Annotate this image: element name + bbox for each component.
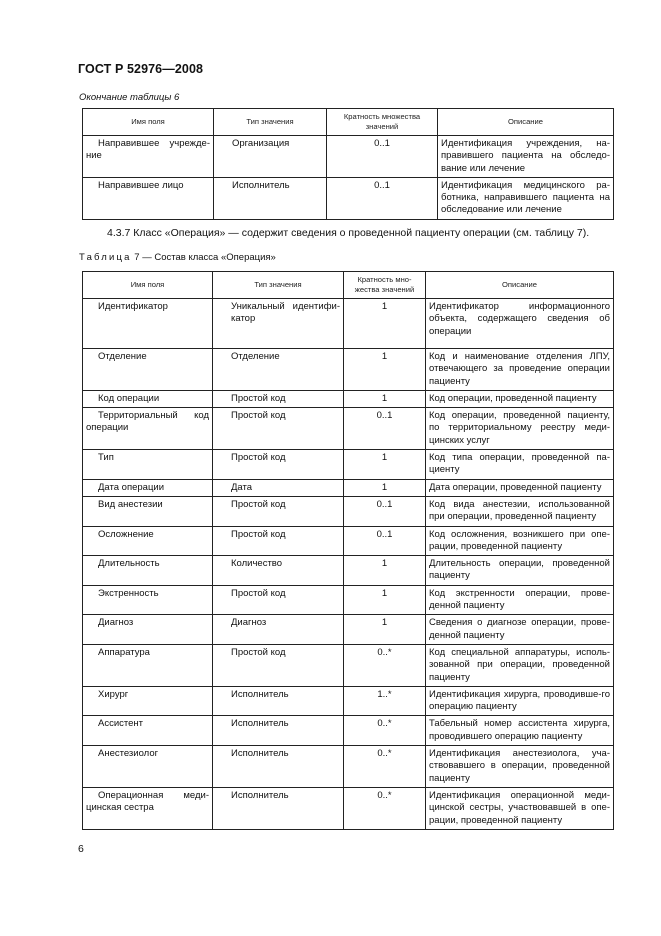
multiplicity-cell: 0..1 [344,408,426,450]
table-header-row [83,109,614,136]
table-row [83,299,614,349]
value-type-cell: Исполнитель [213,716,344,746]
table-row [83,526,614,556]
field-name-cell: Код операции [83,390,213,407]
description-cell: Идентификация анестезиолога, уча-ствовавшего в операции, проведенной пациенту [426,746,614,788]
multiplicity-cell: 1 [344,556,426,586]
table-row [83,496,614,526]
multiplicity-cell: 1 [344,615,426,645]
table-7 [82,271,614,830]
field-name-cell: Территориальный код операции [83,408,213,450]
table-row [83,615,614,645]
multiplicity-cell: 1 [344,299,426,349]
multiplicity-cell: 0..1 [327,177,438,219]
description-cell: Код осложнения, возникшего при опе-рации, проведенной пациенту [426,526,614,556]
description-cell: Код вида анестезии, использованной при операции, проведенной пациенту [426,496,614,526]
table-6-continuation [82,108,614,220]
description-cell: Код операции, проведенной пациенту, по территориальному реестру меди-цинских услуг [426,408,614,450]
value-type-cell: Простой код [213,496,344,526]
field-name-cell: Направившее лицо [83,177,214,219]
field-name-cell: Ассистент [83,716,213,746]
description-cell: Дата операции, проведенной пациенту [426,479,614,496]
column-header: Описание [438,109,614,136]
column-header: Кратность множества значений [327,109,438,136]
multiplicity-cell: 1 [344,390,426,407]
field-name-cell: Тип [83,450,213,480]
multiplicity-cell: 0..* [344,644,426,686]
field-name-cell: Направившее учрежде-ние [83,136,214,178]
value-type-cell: Исполнитель [213,686,344,716]
description-cell: Код операции, проведенной пациенту [426,390,614,407]
value-type-cell: Исполнитель [213,746,344,788]
field-name-cell: Дата операции [83,479,213,496]
description-cell: Идентификатор информационного объекта, содержащего сведения об операции [426,299,614,349]
multiplicity-cell: 0..1 [327,136,438,178]
field-name-cell: Аппаратура [83,644,213,686]
value-type-cell: Исполнитель [214,177,327,219]
table-row [83,408,614,450]
description-cell: Идентификация хирурга, проводивше-го операцию пациенту [426,686,614,716]
table-row [83,556,614,586]
multiplicity-cell: 0..* [344,716,426,746]
field-name-cell: Осложнение [83,526,213,556]
field-name-cell: Хирург [83,686,213,716]
multiplicity-cell: 1 [344,585,426,615]
value-type-cell: Организация [214,136,327,178]
description-cell: Сведения о диагнозе операции, прове-денной пациенту [426,615,614,645]
description-cell: Код экстренности операции, прове-денной пациенту [426,585,614,615]
table-row [83,585,614,615]
column-header: Тип значения [213,272,344,299]
table-row [83,390,614,407]
value-type-cell: Диагноз [213,615,344,645]
field-name-cell: Отделение [83,349,213,391]
column-header: Имя поля [83,272,213,299]
table7-caption: Таблица 7 — Состав класса «Операция» [79,252,276,263]
table-row [83,746,614,788]
column-header: Описание [426,272,614,299]
multiplicity-cell: 0..1 [344,526,426,556]
table-row [83,177,614,219]
multiplicity-cell: 1 [344,349,426,391]
value-type-cell: Простой код [213,585,344,615]
multiplicity-cell: 1 [344,479,426,496]
table6-caption: Окончание таблицы 6 [79,92,180,103]
table-row [83,450,614,480]
page-number: 6 [78,843,84,855]
document-id: ГОСТ Р 52976—2008 [78,62,204,76]
column-header: Имя поля [83,109,214,136]
value-type-cell: Отделение [213,349,344,391]
description-cell: Длительность операции, проведенной пациенту [426,556,614,586]
section-paragraph: 4.3.7 Класс «Операция» — содержит сведения о проведенной пациенту операции (см. таблицу 7). [107,227,590,239]
value-type-cell: Дата [213,479,344,496]
multiplicity-cell: 1 [344,450,426,480]
value-type-cell: Уникальный идентифи-катор [213,299,344,349]
value-type-cell: Количество [213,556,344,586]
table-row [83,136,614,178]
description-cell: Код типа операции, проведенной па-циенту [426,450,614,480]
field-name-cell: Длительность [83,556,213,586]
value-type-cell: Простой код [213,450,344,480]
table-header-row [83,272,614,299]
table-row [83,716,614,746]
multiplicity-cell: 1..* [344,686,426,716]
field-name-cell: Диагноз [83,615,213,645]
table-row [83,787,614,829]
description-cell: Идентификация операционной меди-цинской сестры, участвовавшей в опе-рации, проведенной пациенту [426,787,614,829]
table-row [83,479,614,496]
description-cell: Идентификация медицинского ра-ботника, направившего пациента на обследование или лечение [438,177,614,219]
column-header: Кратность мно-жества значений [344,272,426,299]
description-cell: Код и наименование отделения ЛПУ, отвечающего за проведение операции пациенту [426,349,614,391]
field-name-cell: Вид анестезии [83,496,213,526]
table-row [83,686,614,716]
value-type-cell: Простой код [213,408,344,450]
description-cell: Табельный номер ассистента хирурга, проводившего операцию пациенту [426,716,614,746]
value-type-cell: Исполнитель [213,787,344,829]
table-row [83,644,614,686]
field-name-cell: Анестезиолог [83,746,213,788]
value-type-cell: Простой код [213,390,344,407]
field-name-cell: Идентификатор [83,299,213,349]
field-name-cell: Экстренность [83,585,213,615]
value-type-cell: Простой код [213,526,344,556]
multiplicity-cell: 0..* [344,746,426,788]
field-name-cell: Операционная меди-цинская сестра [83,787,213,829]
table-row [83,349,614,391]
description-cell: Код специальной аппаратуры, исполь-зованной при операции, проведенной пациенту [426,644,614,686]
multiplicity-cell: 0..* [344,787,426,829]
value-type-cell: Простой код [213,644,344,686]
multiplicity-cell: 0..1 [344,496,426,526]
description-cell: Идентификация учреждения, на-правившего пациента на обследо-вание или лечение [438,136,614,178]
column-header: Тип значения [214,109,327,136]
